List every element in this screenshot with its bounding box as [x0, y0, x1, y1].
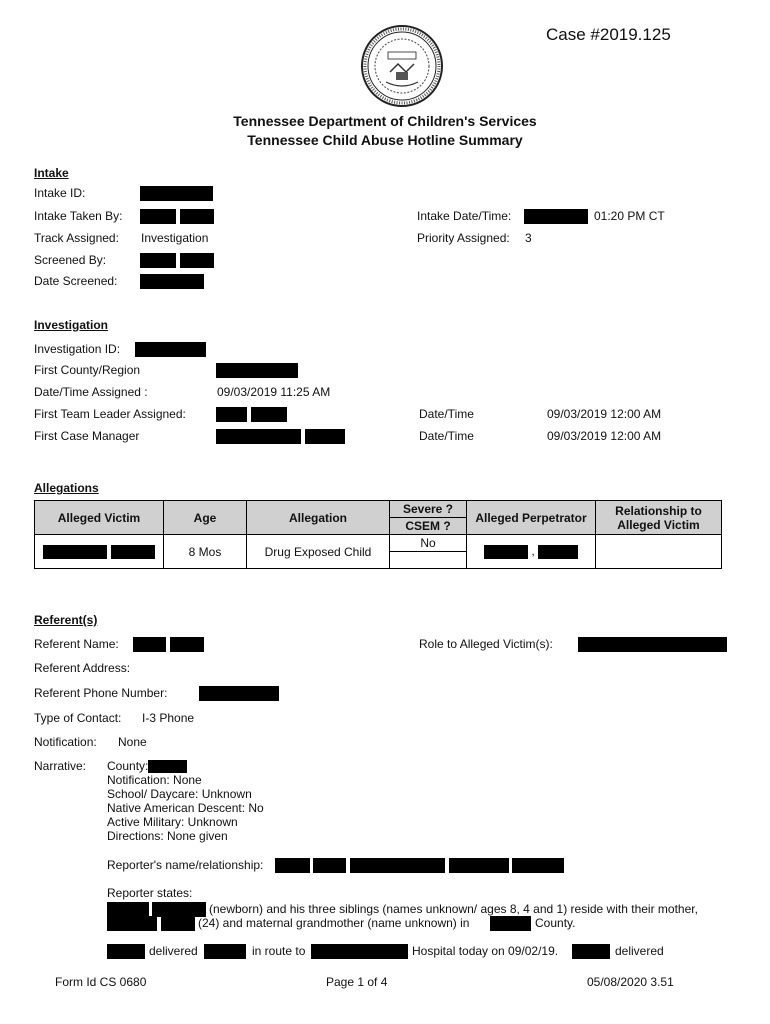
narr-line2-tail: County.	[535, 916, 576, 930]
narr-line2: (24) and maternal grandmother (name unknown) in	[198, 916, 470, 930]
redaction	[107, 916, 157, 931]
col-alleged-perpetrator: Alleged Perpetrator	[467, 501, 596, 535]
age-cell: 8 Mos	[164, 535, 247, 569]
allegations-heading: Allegations	[34, 481, 99, 495]
narr-line3-d: delivered	[615, 944, 664, 958]
severe-cell: No	[390, 535, 467, 552]
redaction	[578, 637, 727, 652]
redaction	[216, 363, 298, 378]
narr-county: County:	[107, 759, 149, 773]
contact-type-label: Type of Contact:	[34, 711, 122, 725]
redaction	[216, 407, 247, 422]
col-allegation: Allegation	[247, 501, 390, 535]
redaction	[140, 186, 213, 201]
redaction	[199, 686, 279, 701]
redaction	[484, 545, 528, 559]
redaction	[180, 253, 214, 268]
redaction	[275, 858, 310, 873]
redaction	[107, 902, 149, 917]
notification-value: None	[118, 735, 147, 749]
team-leader-datetime-value: 09/03/2019 12:00 AM	[547, 407, 662, 421]
perpetrator-cell	[467, 535, 596, 569]
redaction	[140, 209, 176, 224]
redaction	[251, 407, 287, 422]
narr-native: Native American Descent: No	[107, 801, 264, 816]
redaction	[111, 545, 155, 559]
redaction	[148, 760, 187, 773]
case-manager-datetime-label: Date/Time	[419, 429, 474, 443]
redaction	[161, 916, 195, 931]
col-alleged-victim: Alleged Victim	[35, 501, 164, 535]
allegation-cell: Drug Exposed Child	[247, 535, 390, 569]
intake-id-label: Intake ID:	[34, 186, 86, 200]
track-value: Investigation	[141, 231, 209, 245]
narr-reporter-states: Reporter states:	[107, 886, 193, 900]
redaction	[140, 253, 176, 268]
priority-value: 3	[525, 231, 532, 245]
date-screened-label: Date Screened:	[34, 274, 118, 288]
redaction	[313, 858, 346, 873]
assigned-label: Date/Time Assigned :	[34, 385, 148, 399]
csem-cell	[390, 552, 467, 569]
investigation-id-label: Investigation ID:	[34, 342, 121, 356]
narr-line3-a: delivered	[149, 944, 198, 958]
assigned-value: 09/03/2019 11:25 AM	[217, 385, 331, 399]
case-manager-datetime-value: 09/03/2019 12:00 AM	[547, 429, 662, 443]
track-label: Track Assigned:	[34, 231, 119, 245]
notification-label: Notification:	[34, 735, 97, 749]
redaction	[170, 637, 204, 652]
state-seal	[360, 24, 444, 108]
redaction	[449, 858, 509, 873]
redaction	[204, 944, 246, 959]
col-age: Age	[164, 501, 247, 535]
redaction	[538, 545, 578, 559]
redaction	[216, 429, 301, 444]
narrative-block	[107, 759, 264, 843]
narr-line3-c: Hospital today on 09/02/19.	[412, 944, 559, 958]
intake-heading: Intake	[34, 166, 69, 180]
redaction	[152, 902, 206, 917]
redaction	[135, 342, 206, 357]
narr-line1: (newborn) and his three siblings (names unknown/ ages 8, 4 and 1) reside with their mother,	[209, 902, 698, 916]
screened-by-label: Screened By:	[34, 253, 107, 267]
redaction	[350, 858, 445, 873]
document-subtitle: Tennessee Child Abuse Hotline Summary	[247, 132, 523, 148]
relationship-cell	[596, 535, 722, 569]
narr-line3-b: in route to	[252, 944, 306, 958]
investigation-heading: Investigation	[34, 318, 109, 332]
redaction	[140, 274, 204, 289]
redaction	[133, 637, 166, 652]
intake-taken-by-label: Intake Taken By:	[34, 209, 123, 223]
redaction	[490, 916, 531, 931]
redaction	[107, 944, 145, 959]
narr-military: Active Military: Unknown	[107, 815, 238, 830]
perpetrator-separator: ,	[531, 544, 535, 559]
redaction	[311, 944, 408, 959]
redaction	[512, 858, 564, 873]
referent-address-label: Referent Address:	[34, 661, 131, 675]
case-manager-label: First Case Manager	[34, 429, 140, 443]
narr-school: School/ Daycare: Unknown	[107, 787, 252, 802]
role-label: Role to Alleged Victim(s):	[419, 637, 553, 651]
referent-heading: Referent(s)	[34, 613, 98, 627]
col-csem: CSEM ?	[390, 518, 467, 535]
victim-cell	[35, 535, 164, 569]
priority-label: Priority Assigned:	[417, 231, 510, 245]
document-title: Tennessee Department of Children's Services	[233, 113, 537, 129]
team-leader-label: First Team Leader Assigned:	[34, 407, 186, 421]
first-county-label: First County/Region	[34, 363, 141, 377]
referent-phone-label: Referent Phone Number:	[34, 686, 168, 700]
redaction	[524, 209, 588, 224]
case-number: Case #2019.125	[546, 25, 671, 44]
narr-notification: Notification: None	[107, 773, 202, 788]
allegations-table	[34, 500, 722, 569]
col-severe: Severe ?	[390, 501, 467, 518]
intake-datetime-value: 01:20 PM CT	[594, 209, 665, 223]
narr-directions: Directions: None given	[107, 829, 228, 844]
col-relationship: Relationship to Alleged Victim	[596, 501, 722, 535]
redaction	[572, 944, 610, 959]
team-leader-datetime-label: Date/Time	[419, 407, 474, 421]
redaction	[43, 545, 107, 559]
referent-name-label: Referent Name:	[34, 637, 119, 651]
intake-datetime-label: Intake Date/Time:	[417, 209, 512, 223]
contact-type-value: I-3 Phone	[142, 711, 195, 725]
redaction	[305, 429, 345, 444]
print-date: 05/08/2020 3.51	[587, 975, 674, 989]
page-number: Page 1 of 4	[326, 975, 388, 989]
redaction	[180, 209, 214, 224]
narr-reporter-name: Reporter's name/relationship:	[107, 858, 264, 872]
form-id: Form Id CS 0680	[55, 975, 147, 989]
narrative-label: Narrative:	[34, 759, 87, 773]
